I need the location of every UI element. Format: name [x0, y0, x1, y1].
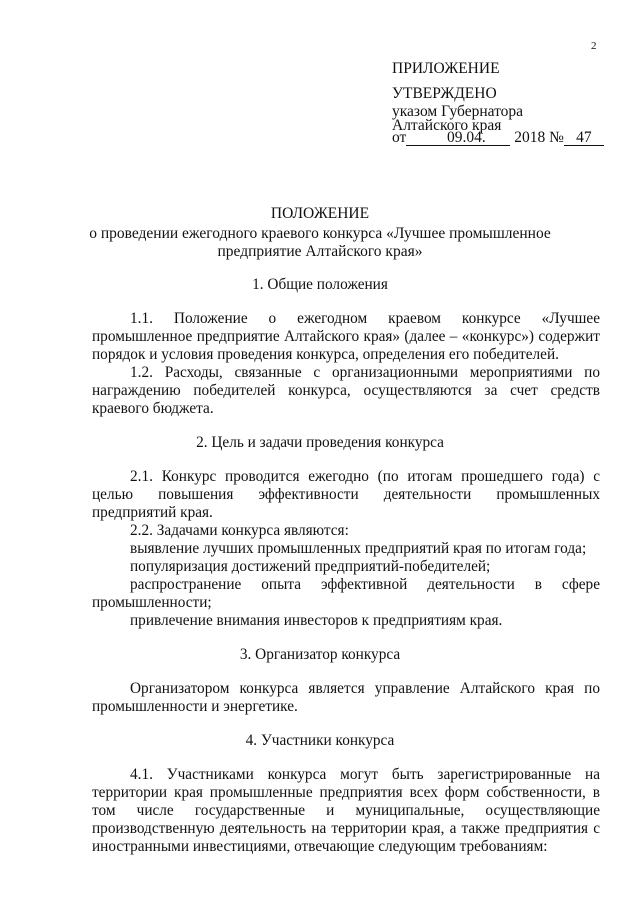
paragraph-line: 1.1. Положение о ежегодном краевом конкурсе «Лучшее [130, 310, 600, 327]
approved-label: УТВЕРЖДЕНО [392, 85, 497, 102]
paragraph-line: производственную деятельность на территории края, а также предприятия с [92, 820, 600, 837]
number-label: № [549, 129, 564, 146]
section-heading: 3. Организатор конкурса [239, 646, 401, 663]
paragraph-line: краевого бюджета. [92, 400, 214, 417]
section-heading: 2. Цель и задачи проведения конкурса [196, 434, 444, 451]
decree-line-2: Алтайского края [392, 117, 502, 134]
paragraph-line: популяризация достижений предприятий-победителей; [130, 558, 491, 575]
paragraph-line: 1.2. Расходы, связанные с организационными мероприятиями по [130, 364, 600, 381]
decree-date: 09.04. [406, 131, 510, 146]
paragraph-line: промышленности и энергетике. [92, 698, 298, 715]
paragraph-line: 2.1. Конкурс проводится ежегодно (по итогам прошедшего года) с [130, 468, 600, 485]
from-label: от [392, 129, 407, 146]
paragraph-line: том числе государственные и муниципальные, осуществляющие [92, 802, 600, 819]
decree-date-line [392, 129, 604, 147]
decree-number: 47 [564, 131, 604, 146]
decree-year: 2018 [514, 129, 546, 146]
paragraph-line: Организатором конкурса является управление Алтайского края по [130, 680, 600, 697]
paragraph-line: награждению победителей конкурса, осуществляются за счет средств [92, 382, 600, 399]
appendix-label: ПРИЛОЖЕНИЕ [392, 60, 500, 77]
paragraph-line: распространение опыта эффективной деятельности в сфере [130, 576, 600, 593]
paragraph-line: 4.1. Участниками конкурса могут быть зарегистрированные на [130, 766, 600, 783]
section-heading: 4. Участники конкурса [245, 732, 395, 749]
decree-line-1: указом Губернатора [392, 103, 524, 120]
paragraph-line: выявление лучших промышленных предприятий края по итогам года; [130, 540, 587, 557]
paragraph-line: привлечение внимания инвесторов к предприятиям края. [130, 612, 503, 629]
document-subtitle-line-1: о проведении ежегодного краевого конкурса «Лучшее промышленное [89, 225, 551, 242]
paragraph-line: предприятий края. [92, 504, 213, 521]
paragraph-line: порядок и условия проведения конкурса, определения его победителей. [92, 346, 559, 363]
page-number: 2 [591, 40, 597, 52]
section-heading: 1. Общие положения [252, 276, 388, 293]
paragraph-line: промышленности; [92, 594, 212, 611]
document-subtitle-line-2: предприятие Алтайского края» [217, 243, 423, 260]
paragraph-line: иностранными инвестициями, отвечающие следующим требованиям: [92, 838, 548, 855]
paragraph-line: целью повышения эффективности деятельности промышленных [92, 486, 600, 503]
paragraph-line: промышленное предприятие Алтайского края» (далее – «конкурс») содержит [92, 328, 600, 345]
document-title: ПОЛОЖЕНИЕ [270, 205, 370, 222]
paragraph-line: территории края промышленные предприятия всех форм собственности, в [92, 784, 600, 801]
paragraph-line: 2.2. Задачами конкурса являются: [130, 522, 349, 539]
